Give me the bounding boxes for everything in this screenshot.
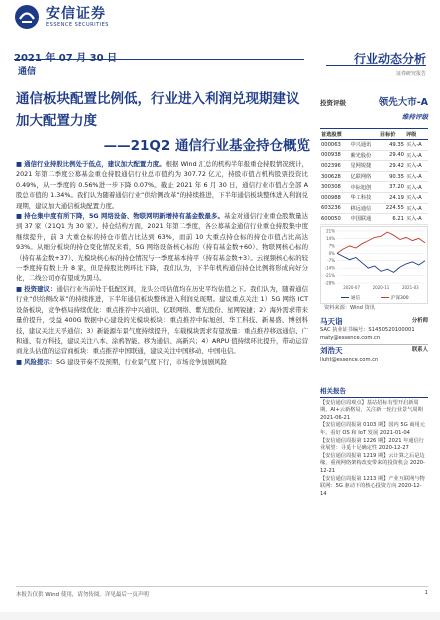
stock-table-header	[320, 129, 428, 140]
header-bar	[0, 0, 440, 44]
report-date: 2021 年 07 月 30 日	[14, 53, 118, 64]
performance-chart-svg	[321, 227, 429, 305]
paragraph-1	[16, 159, 308, 211]
report-body	[16, 159, 308, 367]
rating-label: 投资评级	[320, 99, 346, 107]
paragraph-3-text: 通信行业当前处于低配区间，龙头公司估值均在历史平均估值之下。我们认为，随着通信行业“供给侧改革”的持续推进，下半年通信板块整体进入利润兑现期。建议重点关注 1）5G 网络 ICT 设备板块，竞争格局持续优化：重点推荐中兴通讯、亿联网络、紫光股份、星网锐捷；2）海外需求带来量价提升，受益 400G 数据中心建设的光模块板块：重点推荐中际旭创、华工科技、新易盛、博创科技，建议关注天孚通信；3）新能源车景气度持续提升，车载模块需求有望放量：重点推荐移远通信、广和通、有方科技，建议关注八本、涂鸦智能、移为通信、高新兴；4）ARPU 值持续环比提升，带动运营商龙头估值的运营商板块：重点推荐中国联通，建议关注中国移动、中国电信。	[16, 284, 308, 356]
related-report-item[interactable]: 【安信通信周观点】基站招标有望开启新周期、AI+云新格局，关注新一轮行业景气周期 2021-06-21	[320, 399, 423, 421]
stock-target: 6.21	[379, 214, 405, 225]
rating-note: 维持评级	[402, 113, 428, 121]
table-row	[320, 182, 428, 193]
paragraph-4-text: 5G 建设节奏不及预期，行业景气度下行，市场竞争加剧风险	[56, 357, 227, 366]
table-row	[320, 214, 428, 225]
table-row	[320, 150, 428, 161]
stock-code: 000988	[320, 192, 349, 203]
stock-target: 224.55	[379, 203, 405, 214]
y-tick-label: -21%	[324, 273, 335, 279]
logo-en: ESSENCE SECURITIES	[46, 22, 109, 28]
stock-name: 亿联网络	[349, 171, 378, 182]
paragraph-1-lead: 通信行业持股比例处于低点，建议加大配置力度。	[24, 160, 166, 168]
table-row	[320, 171, 428, 182]
stock-name: 华工科技	[349, 192, 378, 203]
page-edge	[0, 612, 440, 620]
legend-label: 沪深300	[391, 296, 409, 301]
report-type: 行业动态分析	[326, 50, 426, 66]
stock-rating: 买入-A	[405, 171, 428, 182]
stock-target: 90.35	[379, 171, 405, 182]
analyst-1-email[interactable]: maty@essence.com.cn	[320, 334, 381, 341]
header-name	[349, 129, 378, 140]
stock-target: 24.19	[379, 192, 405, 203]
paragraph-3	[16, 284, 308, 357]
related-report-item[interactable]: 【安信通信周报第 1213 期】产业互联网与物联网：5G 驱动下的核心投资方向 2020-12-14	[320, 475, 425, 497]
report-subtype: 证券研究报告	[395, 71, 426, 77]
y-tick-label: -7%	[327, 258, 335, 264]
table-row	[320, 192, 428, 203]
header-target: 目标价	[379, 129, 405, 140]
analyst-2-name: 刘浩天	[320, 346, 343, 356]
stock-name: 中国联通	[349, 214, 378, 225]
stock-target: 29.40	[379, 150, 405, 161]
y-tick-label: 7%	[328, 243, 335, 249]
x-tick-label: 2021-03	[401, 285, 419, 290]
report-subtitle: ——21Q2 通信行业基金持仓概览	[103, 138, 310, 154]
report-title: 通信板块配置比例低，行业进入利润兑现期建议加大配置力度	[16, 91, 300, 129]
stock-name: 星网锐捷	[349, 161, 378, 172]
y-tick-label: -28%	[324, 280, 335, 286]
stock-code: 000938	[320, 150, 349, 161]
stock-code: 002396	[320, 161, 349, 172]
series-line-1	[337, 232, 425, 253]
stock-rating: 买入-A	[405, 182, 428, 193]
analyst-2	[320, 347, 428, 356]
analyst-1-name: 马天诣	[320, 317, 343, 326]
bullet-icon: ■	[16, 160, 23, 168]
related-report-item[interactable]: 【安信通信周报第 0103 期】国内 5G 商用元年，看好 OS 和 IoT 发展 2021-01-04	[320, 422, 425, 436]
legend-label: 通信	[351, 296, 360, 301]
date-bar	[14, 46, 304, 64]
stock-target: 37.20	[379, 182, 405, 193]
analyst-2-email[interactable]: liuht@essence.com.cn	[320, 356, 379, 363]
page-footer	[16, 586, 428, 598]
analyst-1-role: 分析师	[411, 318, 428, 324]
y-tick-label: 14%	[326, 235, 335, 241]
stock-name: 中兴通讯	[349, 140, 378, 151]
paragraph-2-lead: 持仓集中度有所下降，5G 网络设备、物联网明新增持有基金数最多。	[24, 212, 224, 221]
footer-disclaimer: 本报告仅供 Wind 使用，请勿传阅。详见最后一页声明	[16, 592, 149, 598]
table-row	[320, 140, 428, 151]
logo-mark-icon	[14, 4, 40, 30]
stock-rating: 买入-A	[405, 150, 428, 161]
paragraph-4-lead: 风险提示：	[24, 357, 57, 366]
rating-value: 领先大市-A	[378, 97, 428, 108]
stock-rating: 买入-A	[405, 203, 428, 214]
stock-rating: 买入-A	[405, 140, 428, 151]
stock-code: 300628	[320, 171, 349, 182]
related-report-item[interactable]: 【安信通信周报第 1219 期】云计算之后是边缘，重视网络架构改变带来的投资机会 2020-12-21	[320, 452, 425, 474]
page-number: 1	[424, 590, 428, 596]
company-logo	[14, 4, 109, 30]
x-tick-label: 2020-07	[343, 285, 361, 290]
stock-code: 600050	[320, 214, 349, 225]
paragraph-2	[16, 211, 308, 284]
stock-name: 移远通信	[349, 203, 378, 214]
table-row	[320, 161, 428, 172]
paragraph-3-lead: 投资建议：	[24, 284, 57, 293]
y-tick-label: 21%	[326, 228, 335, 234]
bullet-icon: ■	[16, 284, 23, 293]
performance-chart	[320, 226, 428, 304]
stock-code: 000063	[320, 140, 349, 151]
series-line-0	[337, 253, 425, 272]
stock-name: 中际旭创	[349, 182, 378, 193]
analyst-1-sac: SAC 执业证书编号：S1450520100001	[320, 327, 415, 334]
header-code: 首选股票	[320, 129, 349, 140]
stock-target: 49.35	[379, 140, 405, 151]
y-tick-label: 0%	[328, 250, 335, 256]
bullet-icon: ■	[16, 212, 23, 221]
x-tick-label: 2020-11	[372, 285, 390, 290]
analyst-2-role: 联系人	[411, 347, 428, 354]
bullet-icon: ■	[16, 357, 23, 366]
stock-target: 29.42	[379, 161, 405, 172]
related-reports-title: 相关报告	[320, 388, 428, 398]
y-tick-label: -14%	[324, 265, 335, 271]
stock-rating: 买入-A	[405, 214, 428, 225]
chart-caption: 资料来源：Wind 资讯	[324, 305, 375, 311]
paragraph-1-text: 根据 Wind 汇总的机构半年报重仓持股情况统计，2021 年第二季度公募基金重仓持股通信行业总市值约为 307.72 亿元，持股市值占机构股票投资比 0.49%，从一季度的 0.56%进一步下降 0.07%。截止 2021 年 6 月 30 日，通信行业市值占全部 A 股总市值的 1.34%。我们认为随着通信行业“供给侧改革”的持续推进，下半年通信板块整体进入利润兑现期，建议加大通信板块配置力度。	[16, 160, 309, 210]
stock-table	[320, 128, 428, 225]
paragraph-4	[16, 357, 308, 367]
analyst-1	[320, 318, 428, 327]
stock-rating: 买入-A	[405, 161, 428, 172]
stock-rating: 买入-A	[405, 192, 428, 203]
related-reports	[320, 388, 428, 498]
stock-code: 603236	[320, 203, 349, 214]
industry-category: 通信	[18, 67, 37, 77]
analyst-block	[320, 318, 428, 364]
related-report-item[interactable]: 【安信通信周报第 1226 期】2021 年通信行业展望：寻觅十足确定性 2020-12-27	[320, 437, 424, 452]
logo-cn: 安信证券	[46, 6, 106, 22]
header-rating: 评级	[405, 129, 428, 140]
table-row	[320, 203, 428, 214]
stock-code: 300308	[320, 182, 349, 193]
stock-name: 紫光股份	[349, 150, 378, 161]
paragraph-2-text: 基金对通信行业重仓股数量达到 37 家（21Q1 为 30 家）。持仓结构方面，2021 年第二季度，各公募基金通信行业重仓持股集中度继续提升，前 3 大重仓标的持仓市值占比达到 63%，而前 10 大重点持仓标的持仓市值占比高达 93%。从细分板块的持仓变化情况来看，5G 网络设备核心标的（持有基金数+60）、物联网核心标的（持有基金数+37）、光模块核心标的持仓情况与一季度基本持平（持有基金数+3）。云视频核心标的较一季度持有数上升 8 家，但是持股比例环比下降，我们认为，下半年机构通信持仓比例将形成向好分化，二线公司亦有望成为黑马。	[16, 212, 308, 283]
